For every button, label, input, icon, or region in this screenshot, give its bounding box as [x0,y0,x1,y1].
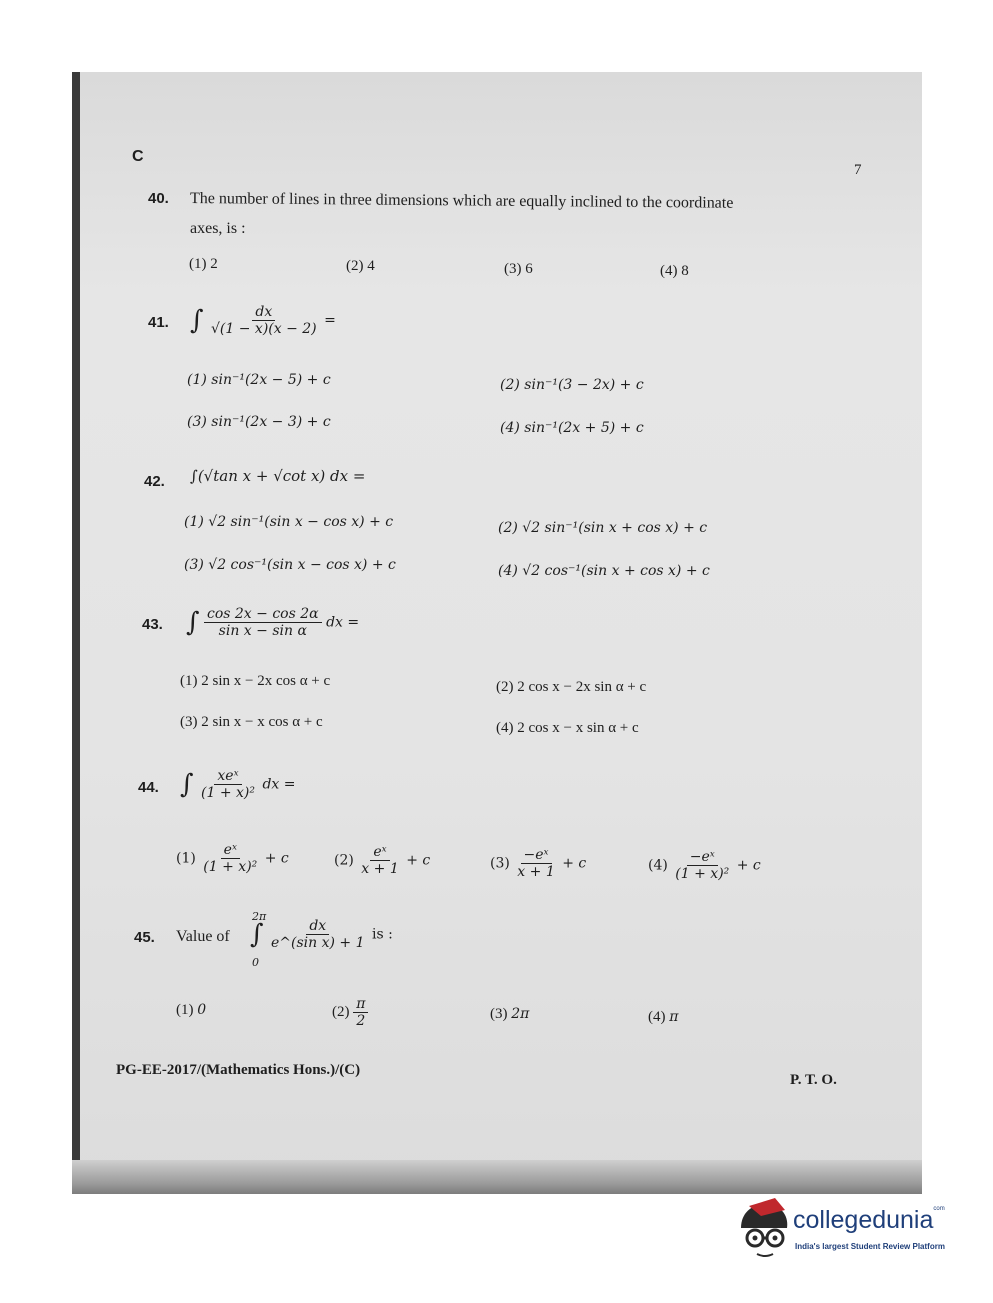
option: (3) $\frac{\text{−eˣ}}{x + 1}$ + c [490,847,587,881]
integral-sign: ∫ [186,607,200,638]
integral-upper-limit: 2π [252,910,267,923]
option: (3) √2 cos⁻¹(sin x − cos x) + c [184,557,396,573]
option: (4) $\frac{\text{−eˣ}}{\text{(1 + x)²}}$ + c [648,849,761,883]
page-number: 7 [854,162,862,178]
option: (1) sin⁻¹(2x − 5) + c [187,372,331,388]
option: (3) 2 sin x − x cos α + c [180,714,323,730]
question-expression: ∫ $\frac{\cos 2x - \cos 2\alpha}{\text{sin x − sin α}}$ dx = [186,606,360,640]
collegedunia-logo [735,1198,960,1268]
question-number: 44. [138,779,159,796]
pto-label: P. T. O. [790,1072,837,1088]
option: (2) 4 [346,258,375,274]
scan-edge-shadow [72,72,80,1194]
option: (4) √2 cos⁻¹(sin x + cos x) + c [498,563,710,579]
option: (3) sin⁻¹(2x − 3) + c [187,414,331,430]
question-prefix: Value of [176,928,230,945]
question-number: 41. [148,314,169,331]
fraction: $\frac{\text{eˣ}}{x + 1}$ [361,844,399,878]
question-number: 42. [144,473,165,490]
brand-tagline: India's largest Student Review Platform [795,1242,945,1251]
question-text: axes, is : [190,220,246,237]
scan-bottom-shadow [72,1160,922,1194]
fraction: $\frac{dx}{\text{e\textasciicircum{}(sin x) + 1}}$ [271,918,365,952]
option: (1) 2 [189,256,218,272]
option: (2) √2 sin⁻¹(sin x + cos x) + c [498,520,708,536]
question-number: 43. [142,616,163,633]
integral-sign: ∫ [190,305,204,336]
brand-name: collegedunia$^{com}$ [793,1206,945,1234]
option: (1) $\frac{\text{eˣ}}{\text{(1 + x)²}}$ + c [176,842,289,876]
fraction: $\frac{dx}{√(1 - x)(x - 2)}$ [211,304,317,338]
scanned-page [72,72,922,1194]
question-expression: ∫ $\frac{\text{xeˣ}}{\text{(1 + x)²}}$ dx = [180,768,296,802]
option: (4) 8 [660,263,689,279]
option: (4) sin⁻¹(2x + 5) + c [500,420,644,436]
question-expression: ∫(√tan x + √cot x) dx = [190,467,366,485]
fraction: $\frac{\text{−eˣ}}{\text{(1 + x)²}}$ [675,849,730,883]
paper-code: PG-EE-2017/(Mathematics Hons.)/(C) [116,1062,361,1078]
option: (1) √2 sin⁻¹(sin x − cos x) + c [184,514,394,530]
fraction: $\frac{\cos 2x - \cos 2\alpha}{\text{sin x − sin α}}$ [204,606,322,639]
section-letter: C [132,148,144,165]
option: (4) 2 cos x − x sin α + c [496,720,639,736]
fraction: $\frac{\text{xeˣ}}{\text{(1 + x)²}}$ [201,768,255,802]
option: (2) 2 cos x − 2x sin α + c [496,679,647,695]
question-text: The number of lines in three dimensions which are equally inclined to the coordinate [189,190,734,212]
question-expression: ∫ $\frac{dx}{\text{e\textasciicircum{}(sin x) + 1}}$ is : [250,918,393,952]
integral-lower-limit: 0 [252,956,259,969]
question-expression: ∫ $\frac{dx}{√(1 - x)(x - 2)}$ = [190,304,336,338]
option: (1) 2 sin x − 2x cos α + c [180,673,331,689]
mascot-icon [735,1198,793,1260]
fraction: $\frac{\text{−eˣ}}{x + 1}$ [517,847,555,881]
fraction: $\frac{\text{eˣ}}{\text{(1 + x)²}}$ [203,842,258,876]
fraction: $\frac{\pi}{2}$ [353,996,368,1029]
question-number: 40. [148,190,169,207]
option: (3) 6 [504,261,533,277]
option: (4) π [648,1009,679,1025]
option: (1) 0 [176,1002,207,1018]
option: (2) $\frac{\text{eˣ}}{x + 1}$ + c [334,844,431,878]
question-number: 45. [134,929,155,946]
option: (3) 2π [490,1006,530,1022]
integral-sign: ∫ [250,919,264,950]
integral-sign: ∫ [180,769,194,800]
option: (2) sin⁻¹(3 − 2x) + c [500,377,644,393]
option: (2) $\frac{\pi}{2}$ [332,996,368,1029]
